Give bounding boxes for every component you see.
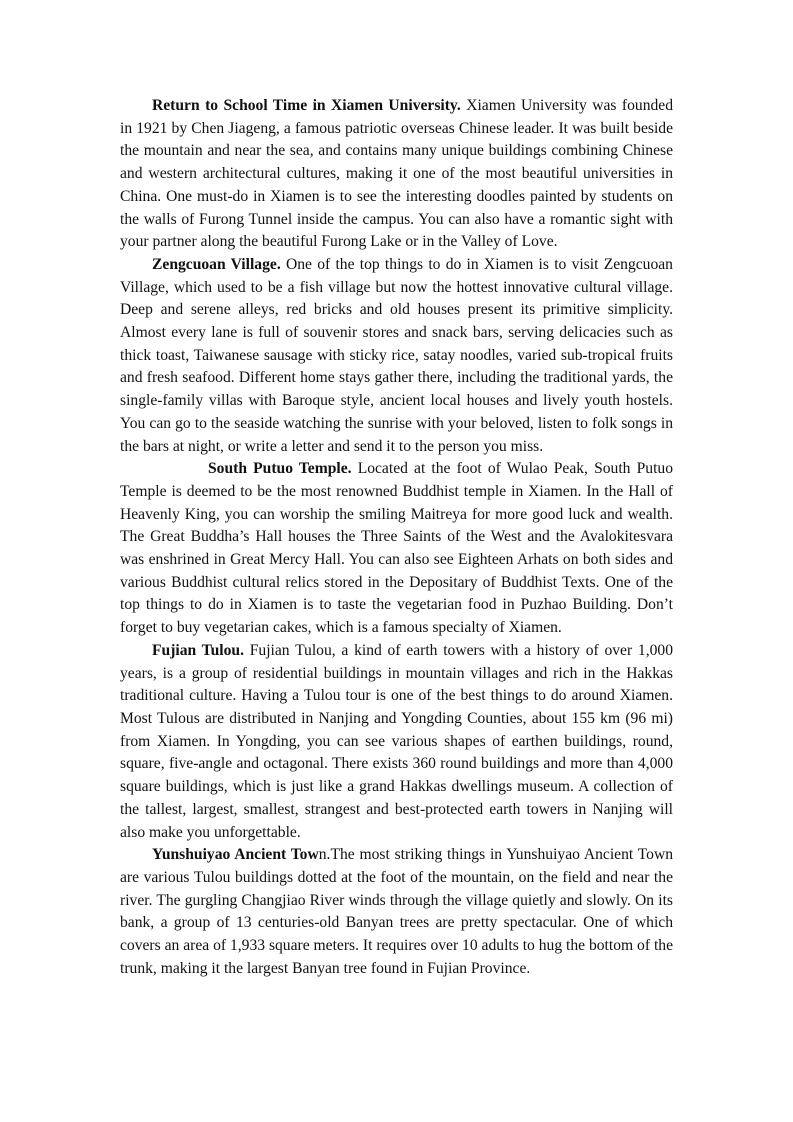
paragraph-yunshuiyao-ancient-town: [120, 844, 673, 980]
paragraph-body: Located at the foot of Wulao Peak, South Putuo Temple is deemed to be the most renowned Buddhist temple in Xiamen. In the Hall of Heavenly King, you can worship the smiling Maitreya for more good luck and wealth. The Great Buddha’s Hall houses the Three Saints of the West and the Avalokitesvara was enshrined in Great Mercy Hall. You can also see Eighteen Arhats on both sides and various Buddhist cultural relics stored in the Depositary of Buddhist Texts. One of the top things to do in Xiamen is to taste the vegetarian food in Puzhao Building. Don’t forget to buy vegetarian cakes, which is a famous specialty of Xiamen.: [120, 460, 674, 637]
paragraph-body: n.The most striking things in Yunshuiyao Ancient Town are various Tulou buildings dotted at the foot of the mountain, on the field and near the river. The gurgling Changjiao River winds through the village quietly and slowly. On its bank, a group of 13 centuries-old Banyan trees are pretty spectacular. One of which covers an area of 1,933 square meters. It requires over 10 adults to hug the bottom of the trunk, making it the largest Banyan tree found in Fujian Province.: [120, 846, 673, 977]
paragraph-heading: Zengcuoan Village.: [152, 255, 281, 273]
paragraph-xiamen-university: [120, 95, 673, 254]
paragraph-heading: South Putuo Temple.: [208, 460, 352, 478]
paragraph-heading: Yunshuiyao Ancient Tow: [152, 846, 319, 864]
document-page: [120, 95, 673, 980]
paragraph-body: Fujian Tulou, a kind of earth towers with a history of over 1,000 years, is a group of residential buildings in mountain villages and rich in the Hakkas traditional culture. Having a Tulou tour is one of the best things to do around Xiamen. Most Tulous are distributed in Nanjing and Yongding Counties, about 155 km (96 mi) from Xiamen. In Yongding, you can see various shapes of earthen buildings, round, square, five-angle and octagonal. There exists 360 round buildings and more than 4,000 square buildings, which is just like a grand Hakkas dwellings museum. A collection of the tallest, largest, smallest, strangest and best-protected earth towers in Nanjing will also make you unforgettable.: [120, 641, 673, 841]
paragraph-heading: Return to School Time in Xiamen University.: [152, 97, 461, 114]
paragraph-body: One of the top things to do in Xiamen is to visit Zengcuoan Village, which used to be a fish village but now the hottest innovative cultural village. Deep and serene alleys, red bricks and old houses present its primitive simplicity. Almost every lane is full of souvenir stores and snack bars, serving delicacies such as thick toast, Taiwanese sausage with sticky rice, satay noodles, varied sub-tropical fruits and fresh seafood. Different home stays gather there, including the traditional yards, the single-family villas with Baroque style, ancient local houses and lively youth hostels. You can go to the seaside watching the sunrise with your beloved, listen to folk songs in the bars at night, or write a letter and send it to the person you miss.: [120, 255, 673, 455]
paragraph-zengcuoan-village: [120, 254, 673, 458]
paragraph-body: Xiamen University was founded in 1921 by Chen Jiageng, a famous patriotic overseas Chinese leader. It was built beside the mountain and near the sea, and contains many unique buildings combining Chinese and western architectural cultures, making it one of the most beautiful universities in China. One must-do in Xiamen is to see the interesting doodles painted by students on the walls of Furong Tunnel inside the campus. You can also have a romantic sight with your partner along the beautiful Furong Lake or in the Valley of Love.: [120, 97, 674, 251]
paragraph-fujian-tulou: [120, 640, 673, 844]
paragraph-heading: Fujian Tulou.: [152, 641, 244, 659]
paragraph-south-putuo-temple: [120, 458, 673, 640]
